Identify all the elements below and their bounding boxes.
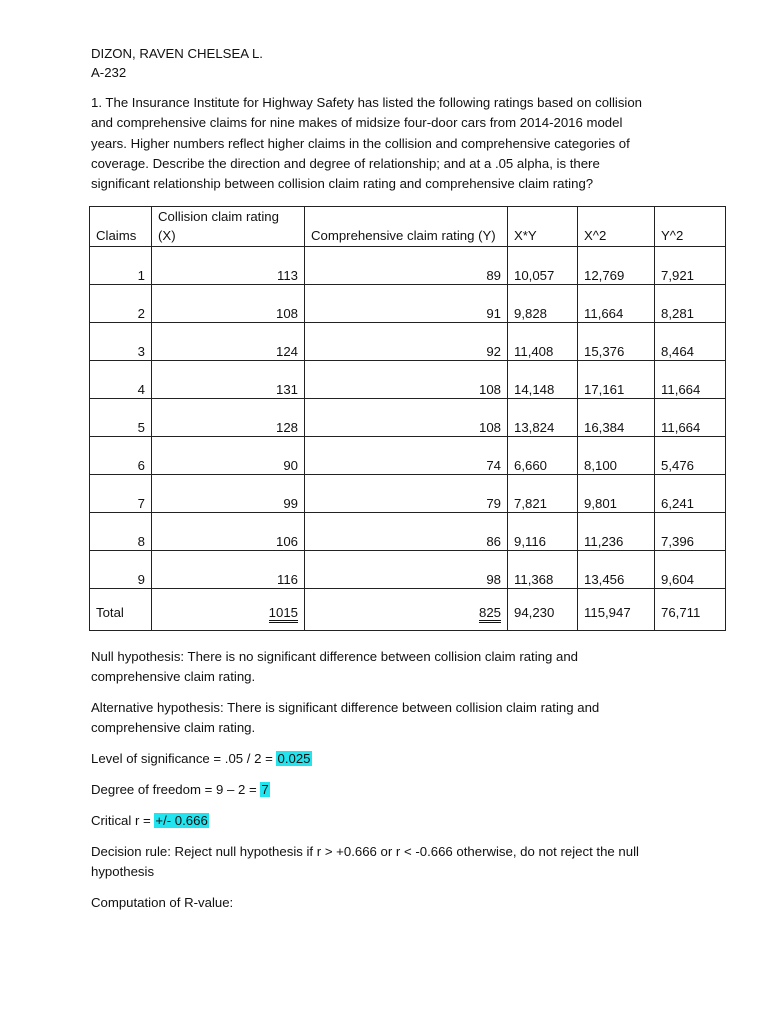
question-line: significant relationship between collision claim rating and comprehensive claim rating? xyxy=(91,176,594,191)
question-line: 1. The Insurance Institute for Highway Safety has listed the following ratings based on collision xyxy=(91,95,643,110)
cell-xy: 11,368 xyxy=(508,551,578,589)
cell-xy: 11,408 xyxy=(508,323,578,361)
cell-y: 98 xyxy=(305,551,508,589)
header-claims: Claims xyxy=(90,207,152,247)
degree-of-freedom xyxy=(91,780,270,800)
total-x-cell xyxy=(152,589,305,631)
cell-claim: 6 xyxy=(90,437,152,475)
cell-x: 128 xyxy=(152,399,305,437)
cell-claim: 4 xyxy=(90,361,152,399)
section-code: A-232 xyxy=(91,65,127,80)
table-row xyxy=(90,399,726,437)
cell-y: 79 xyxy=(305,475,508,513)
total-xy: 94,230 xyxy=(508,589,578,631)
cell-y2: 8,464 xyxy=(655,323,726,361)
null-hypothesis-line2: comprehensive claim rating. xyxy=(91,669,256,684)
total-y2: 76,711 xyxy=(655,589,726,631)
alt-hypothesis-line2: comprehensive claim rating. xyxy=(91,720,256,735)
question-line: years. Higher numbers reflect higher claims in the collision and comprehensive categories of xyxy=(91,136,630,151)
critical-r-value: +/- 0.666 xyxy=(155,813,208,828)
question-line: coverage. Describe the direction and degree of relationship; and at a .05 alpha, is there xyxy=(91,156,600,171)
cell-y2: 9,604 xyxy=(655,551,726,589)
total-label: Total xyxy=(90,589,152,631)
df-value: 7 xyxy=(261,782,269,797)
cell-xy: 10,057 xyxy=(508,247,578,285)
total-x2: 115,947 xyxy=(578,589,655,631)
cell-y: 74 xyxy=(305,437,508,475)
cell-x: 113 xyxy=(152,247,305,285)
cell-x2: 11,236 xyxy=(578,513,655,551)
cell-x2: 9,801 xyxy=(578,475,655,513)
critical-r-label: Critical r = xyxy=(91,813,155,828)
cell-y2: 11,664 xyxy=(655,361,726,399)
cell-claim: 8 xyxy=(90,513,152,551)
cell-y: 108 xyxy=(305,361,508,399)
table-row xyxy=(90,475,726,513)
df-label: Degree of freedom = 9 – 2 = xyxy=(91,782,261,797)
critical-r xyxy=(91,811,209,831)
cell-x: 131 xyxy=(152,361,305,399)
cell-y: 108 xyxy=(305,399,508,437)
cell-claim: 9 xyxy=(90,551,152,589)
cell-x2: 8,100 xyxy=(578,437,655,475)
cell-xy: 13,824 xyxy=(508,399,578,437)
cell-x2: 16,384 xyxy=(578,399,655,437)
cell-x: 106 xyxy=(152,513,305,551)
table-row xyxy=(90,323,726,361)
cell-y2: 5,476 xyxy=(655,437,726,475)
cell-claim: 5 xyxy=(90,399,152,437)
los-value: 0.025 xyxy=(277,751,311,766)
header-xy: X*Y xyxy=(508,207,578,247)
null-hypothesis-line1: Null hypothesis: There is no significant difference between collision claim rating and xyxy=(91,649,578,664)
cell-y: 86 xyxy=(305,513,508,551)
table-row xyxy=(90,285,726,323)
cell-x2: 17,161 xyxy=(578,361,655,399)
cell-y2: 8,281 xyxy=(655,285,726,323)
table-total-row xyxy=(90,589,726,631)
cell-y: 92 xyxy=(305,323,508,361)
cell-x2: 11,664 xyxy=(578,285,655,323)
decision-rule-line2: hypothesis xyxy=(91,864,155,879)
cell-claim: 2 xyxy=(90,285,152,323)
cell-xy: 14,148 xyxy=(508,361,578,399)
table-row xyxy=(90,513,726,551)
total-y-cell xyxy=(305,589,508,631)
table-row xyxy=(90,247,726,285)
cell-xy: 6,660 xyxy=(508,437,578,475)
header-collision-line1: Collision claim rating xyxy=(158,209,279,224)
header-collision xyxy=(152,207,305,247)
cell-y2: 11,664 xyxy=(655,399,726,437)
cell-x2: 15,376 xyxy=(578,323,655,361)
cell-x: 116 xyxy=(152,551,305,589)
total-y: 825 xyxy=(479,605,501,623)
cell-x: 108 xyxy=(152,285,305,323)
los-label: Level of significance = .05 / 2 = xyxy=(91,751,277,766)
alt-hypothesis-line1: Alternative hypothesis: There is significant difference between collision claim rating and xyxy=(91,700,600,715)
cell-x2: 12,769 xyxy=(578,247,655,285)
level-of-significance xyxy=(91,749,312,769)
total-x: 1015 xyxy=(269,605,298,623)
table-row xyxy=(90,437,726,475)
cell-y: 89 xyxy=(305,247,508,285)
cell-claim: 1 xyxy=(90,247,152,285)
table-row xyxy=(90,551,726,589)
claims-table xyxy=(89,206,726,631)
question-line: and comprehensive claims for nine makes of midsize four-door cars from 2014-2016 model xyxy=(91,115,623,130)
cell-xy: 7,821 xyxy=(508,475,578,513)
cell-x: 124 xyxy=(152,323,305,361)
decision-rule-line1: Decision rule: Reject null hypothesis if r > +0.666 or r < -0.666 otherwise, do not reject the null xyxy=(91,844,639,859)
cell-xy: 9,828 xyxy=(508,285,578,323)
header-collision-line2: (X) xyxy=(158,228,176,243)
student-name: DIZON, RAVEN CHELSEA L. xyxy=(91,46,263,61)
cell-x: 99 xyxy=(152,475,305,513)
cell-y: 91 xyxy=(305,285,508,323)
cell-claim: 3 xyxy=(90,323,152,361)
computation-heading: Computation of R-value: xyxy=(91,895,234,910)
table-header-row xyxy=(90,207,726,247)
cell-x2: 13,456 xyxy=(578,551,655,589)
header-x2: X^2 xyxy=(578,207,655,247)
cell-y2: 6,241 xyxy=(655,475,726,513)
cell-y2: 7,921 xyxy=(655,247,726,285)
cell-xy: 9,116 xyxy=(508,513,578,551)
cell-x: 90 xyxy=(152,437,305,475)
header-comprehensive: Comprehensive claim rating (Y) xyxy=(305,207,508,247)
cell-claim: 7 xyxy=(90,475,152,513)
cell-y2: 7,396 xyxy=(655,513,726,551)
header-y2: Y^2 xyxy=(655,207,726,247)
table-row xyxy=(90,361,726,399)
